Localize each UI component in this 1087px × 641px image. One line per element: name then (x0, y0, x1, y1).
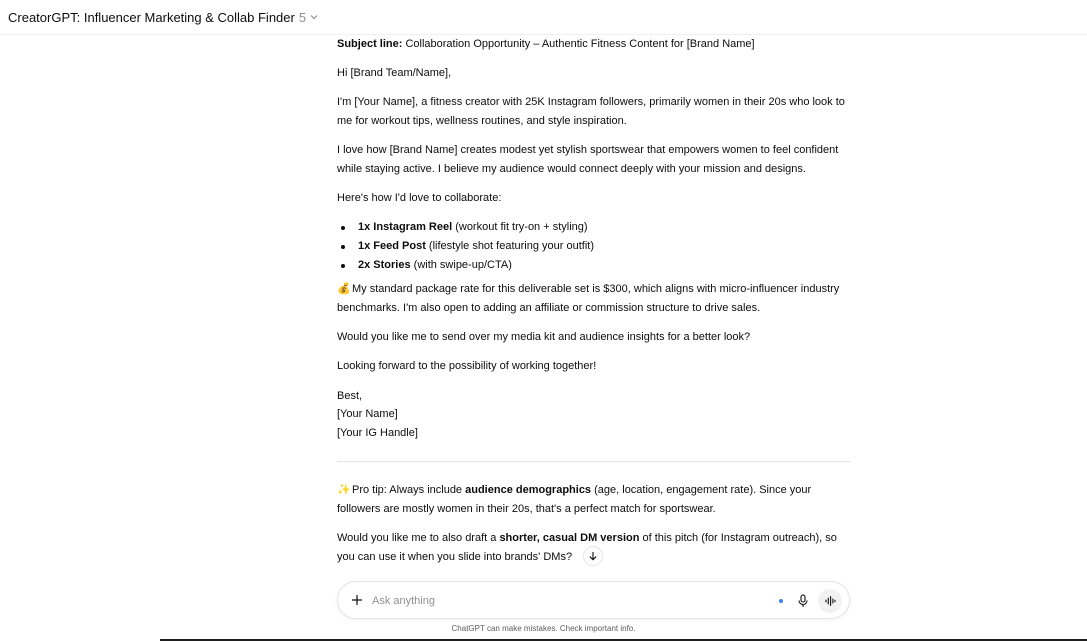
deliverable-bold: 1x Feed Post (358, 240, 426, 252)
tip-prefix: Pro tip: Always include (352, 484, 466, 496)
divider (337, 461, 850, 462)
sign-off: Best, (337, 390, 363, 402)
tip-suffix: (age, location, engagement rate). Since your followers are mostly women in their 20s, that's a perfect match for sportswear. (337, 484, 812, 515)
voice-mode-icon (824, 595, 836, 607)
tip-bold: audience demographics (465, 484, 592, 496)
deliverable-detail: (lifestyle shot featuring your outfit) (425, 240, 594, 252)
followup-bold: shorter, casual DM version (499, 532, 640, 544)
rate-paragraph (337, 280, 850, 318)
subject-label: Subject line: (337, 38, 403, 50)
list-item (337, 256, 850, 275)
followup-suffix: of this pitch (for Instagram outreach), so you can use it when you slide into brands' DMs? (337, 532, 837, 563)
pro-tip-paragraph (337, 481, 850, 519)
love-paragraph: I love how [Brand Name] creates modest yet stylish sportswear that empowers women to feel confident while staying active. I believe my audience would connect deeply with your mission and designs. (337, 144, 839, 175)
mic-icon (797, 594, 809, 608)
disclaimer-text: ChatGPT can make mistakes. Check important info. (451, 624, 636, 633)
sparkles-icon: ✨ (337, 484, 351, 496)
plus-icon (351, 594, 363, 606)
intro-paragraph: I'm [Your Name], a fitness creator with 25K Instagram followers, primarily women in their 20s who look to me for workout tips, wellness routines, and style inspiration. (337, 96, 845, 127)
scroll-to-bottom-button[interactable] (583, 546, 603, 566)
list-item (337, 218, 850, 237)
model-selector[interactable] (8, 10, 319, 25)
subject-line (337, 35, 850, 54)
ask-anything-input[interactable] (372, 591, 752, 611)
model-version: 5 (298, 9, 307, 25)
money-bag-icon: 💰 (337, 283, 351, 295)
collab-intro: Here's how I'd love to collaborate: (337, 192, 502, 204)
composer (337, 581, 850, 619)
arrow-down-icon (588, 551, 598, 561)
followup-prefix: Would you like me to also draft a (337, 532, 500, 544)
subject-text: Collaboration Opportunity – Authentic Fitness Content for [Brand Name] (402, 38, 755, 50)
closing-line: Looking forward to the possibility of working together! (337, 360, 597, 372)
sign-handle: [Your IG Handle] (337, 427, 418, 439)
deliverable-detail: (workout fit try-on + styling) (452, 221, 588, 233)
deliverable-bold: 2x Stories (358, 259, 411, 271)
gpt-title: CreatorGPT: Influencer Marketing & Collab Finder (8, 9, 295, 25)
media-kit-paragraph: Would you like me to send over my media kit and audience insights for a better look? (337, 331, 751, 343)
sign-name: [Your Name] (337, 408, 398, 420)
voice-mode-button[interactable] (818, 589, 842, 613)
deliverable-bold: 1x Instagram Reel (358, 221, 453, 233)
list-item (337, 237, 850, 256)
deliverable-detail: (with swipe-up/CTA) (410, 259, 512, 271)
status-dot (779, 599, 783, 603)
greeting: Hi [Brand Team/Name], (337, 67, 452, 79)
add-attachment-button[interactable] (348, 591, 366, 609)
dictate-button[interactable] (795, 592, 811, 610)
rate-text: My standard package rate for this deliverable set is $300, which aligns with micro-influencer industry benchmarks. I'm also open to adding an affiliate or commission structure to drive sales. (337, 283, 840, 314)
chevron-down-icon (309, 12, 319, 22)
deliverables-list (337, 218, 850, 275)
top-bar (0, 0, 1087, 35)
